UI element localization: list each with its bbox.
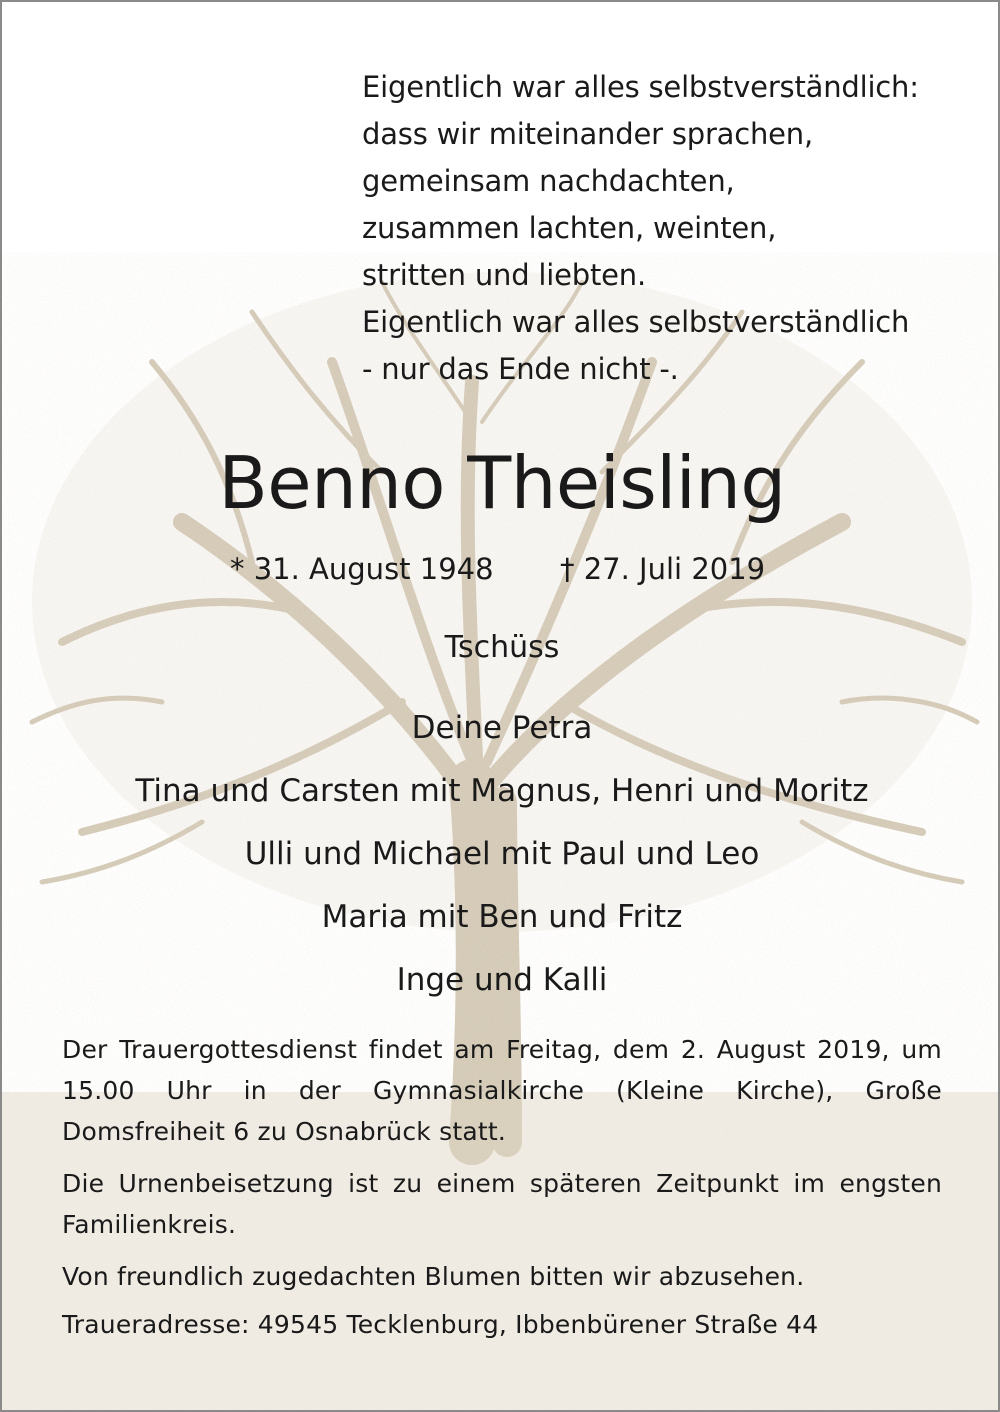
mourner-line: Maria mit Ben und Fritz xyxy=(321,899,683,935)
poem-line: zusammen lachten, weinten, xyxy=(362,211,777,245)
notices-block xyxy=(62,1029,942,1356)
service-notice: Der Trauergottesdienst findet am Freitag, dem 2. August 2019, um 15.00 Uhr in der Gymnasialkirche (Kleine Kirche), Große Domsfreiheit 6 zu Osnabrück statt. xyxy=(62,1035,942,1146)
mourner-line: Inge und Kalli xyxy=(396,962,608,998)
poem-line: Eigentlich war alles selbstverständlich xyxy=(362,305,910,339)
mourner-line: Ulli und Michael mit Paul und Leo xyxy=(244,836,760,872)
poem-block xyxy=(362,64,962,393)
burial-notice: Die Urnenbeisetzung ist zu einem späteren Zeitpunkt im engsten Familienkreis. xyxy=(62,1169,942,1239)
mourning-address: Traueradresse: 49545 Tecklenburg, Ibbenbürener Straße 44 xyxy=(62,1310,819,1339)
life-dates xyxy=(2,552,1000,592)
flowers-notice: Von freundlich zugedachten Blumen bitten wir abzusehen. xyxy=(62,1262,805,1291)
mourners-list xyxy=(2,697,1000,1012)
death-date: † 27. Juli 2019 xyxy=(560,552,766,586)
poem-line: dass wir miteinander sprachen, xyxy=(362,117,814,151)
farewell-text: Tschüss xyxy=(444,630,560,665)
birth-date: * 31. August 1948 xyxy=(230,552,494,586)
deceased-name: Benno Theisling xyxy=(218,441,786,525)
poem-line: - nur das Ende nicht -. xyxy=(362,352,679,386)
poem-line: gemeinsam nachdachten, xyxy=(362,164,735,198)
mourner-line: Tina und Carsten mit Magnus, Henri und Moritz xyxy=(135,773,869,809)
mourner-line: Deine Petra xyxy=(411,710,593,746)
poem-line: stritten und liebten. xyxy=(362,258,647,292)
poem-line: Eigentlich war alles selbstverständlich: xyxy=(362,70,919,104)
